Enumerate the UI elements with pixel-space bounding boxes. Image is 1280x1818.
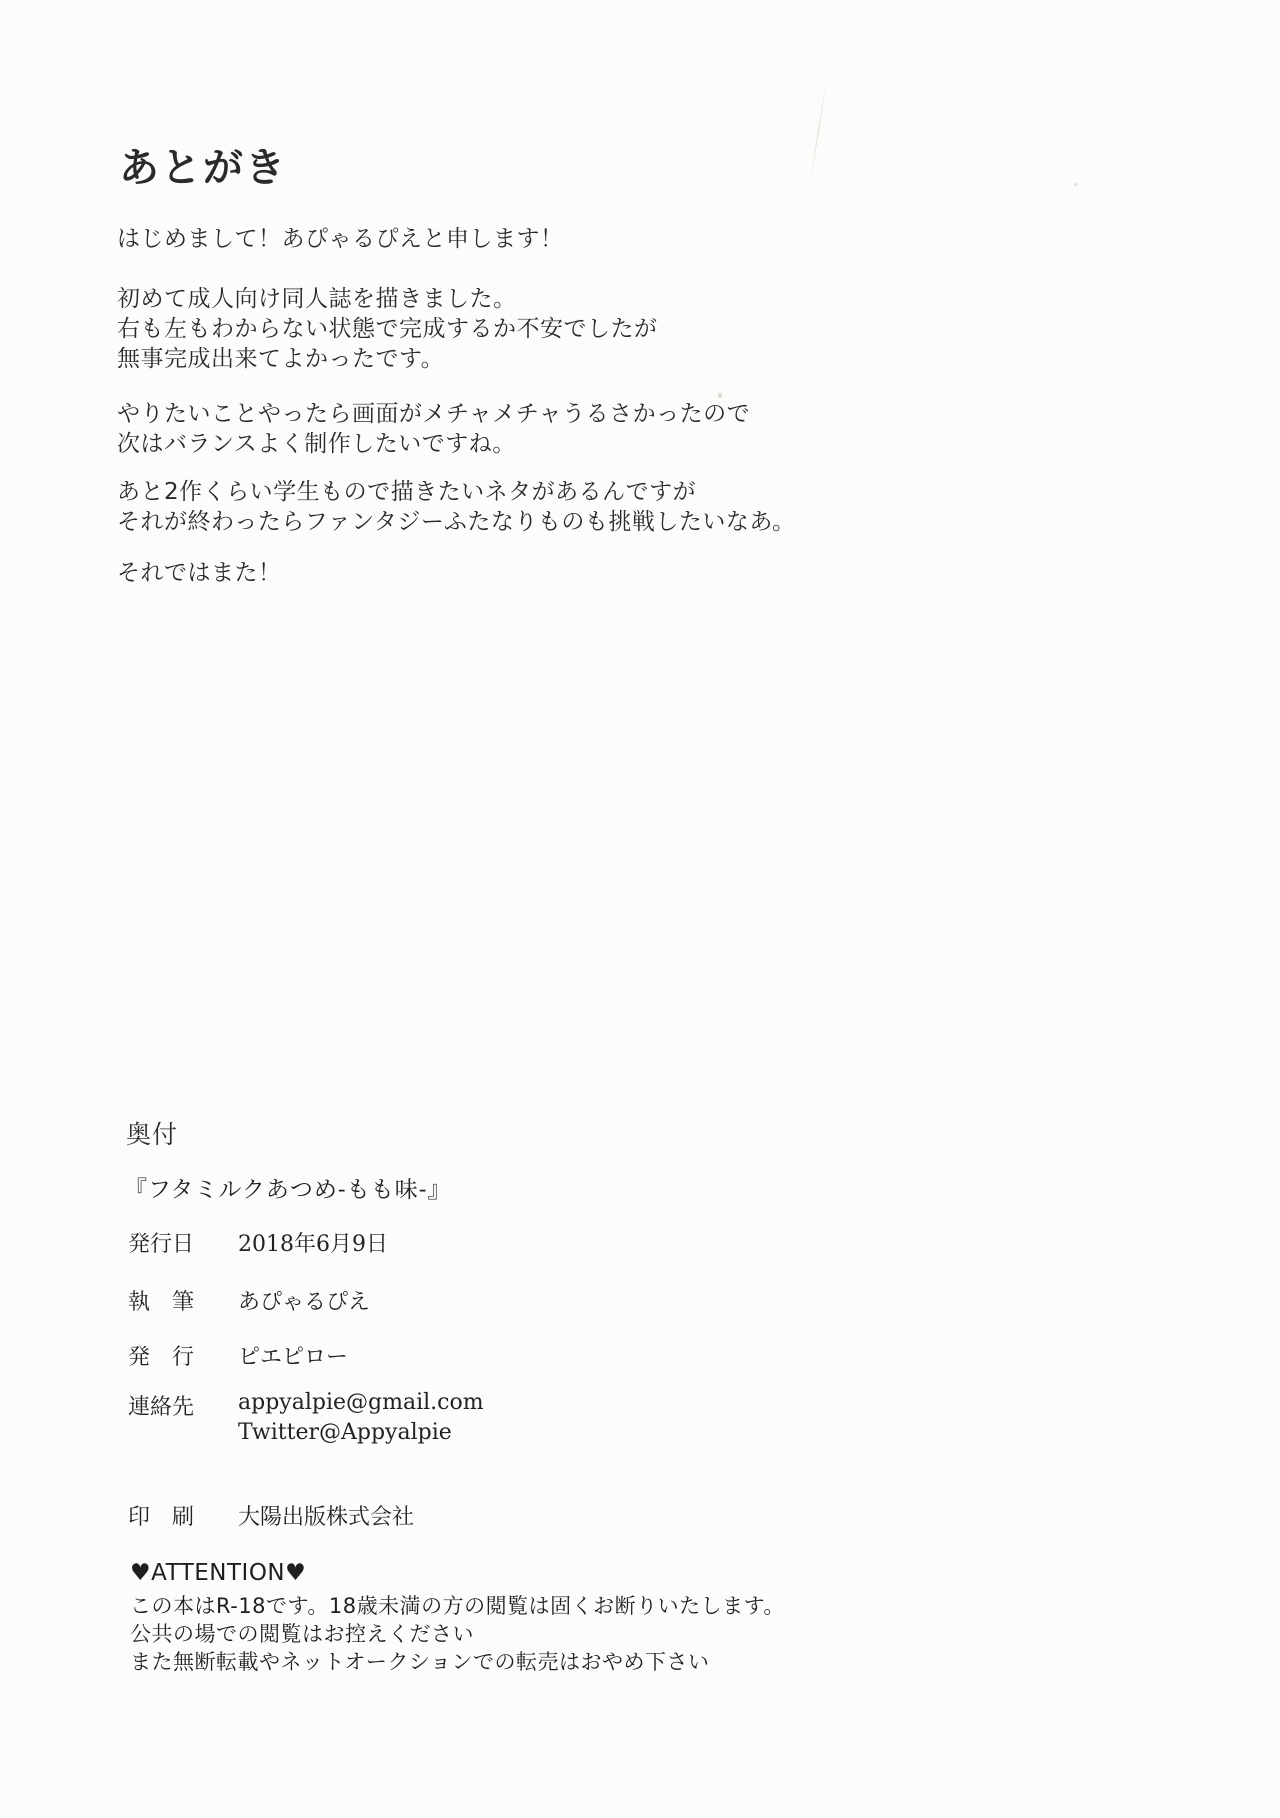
colophon-row-author [128, 1285, 371, 1316]
afterword-line: やりたいことやったら画面がメチャメチャうるさかったので [117, 401, 751, 427]
colophon-label: 印 刷 [128, 1505, 195, 1530]
book-title: 『フタミルクあつめ-もも味-』 [124, 1177, 452, 1203]
afterword-line: 初めて成人向け同人誌を描きました。 [117, 286, 517, 312]
publisher-name: ピエピロー [238, 1345, 349, 1370]
attention-notice [130, 1560, 785, 1676]
afterword-line: それが終わったらファンタジーふたなりものも挑戦したいなあ。 [117, 509, 796, 535]
colophon-row-printer [128, 1500, 415, 1531]
afterword-line: 次はバランスよく制作したいですね。 [117, 431, 516, 457]
colophon-heading: 奥付 [126, 1120, 179, 1149]
afterword-paragraph-first-book [117, 284, 658, 374]
afterword-paragraph-future-plans [117, 477, 796, 537]
afterword-line: 無事完成出来てよかったです。 [117, 346, 445, 372]
afterword-line: あと2作くらい学生もので描きたいネタがあるんですが [117, 479, 697, 505]
scan-artifact-speck [718, 393, 722, 398]
contact-email: appyalpie@gmail.com [238, 1390, 484, 1415]
publication-date: 2018年6月9日 [238, 1232, 388, 1257]
afterword-line: 右も左もわからない状態で完成するか不安でしたが [117, 316, 658, 342]
contact-twitter: Twitter@Appyalpie [238, 1420, 452, 1445]
afterword-line: はじめまして！あぴゃるぴえと申します！ [117, 226, 564, 252]
colophon-label: 連絡先 [128, 1395, 195, 1420]
attention-line-resale: また無断転載やネットオークションでの転売はおやめ下さい [130, 1650, 710, 1674]
colophon-label: 執 筆 [128, 1290, 195, 1315]
afterword-paragraph-greeting [117, 224, 564, 254]
afterword-paragraph-closing [117, 558, 282, 588]
author-name: あぴゃるぴえ [238, 1290, 371, 1315]
scan-artifact-speck [1074, 183, 1077, 186]
afterword-line: それではまた！ [117, 560, 282, 586]
colophon-label: 発 行 [128, 1345, 195, 1370]
printer-name: 大陽出版株式会社 [238, 1505, 415, 1530]
colophon-row-publication-date [128, 1227, 388, 1258]
scan-artifact-hairline [810, 79, 827, 183]
afterword-title: あとがき [119, 145, 287, 191]
afterword-paragraph-balance [117, 399, 750, 459]
attention-line-public: 公共の場での閲覧はお控えください [130, 1622, 474, 1646]
colophon-label: 発行日 [128, 1232, 195, 1257]
attention-line-r18: この本はR-18です。18歳未満の方の閲覧は固くお断りいたします。 [130, 1594, 785, 1618]
colophon-row-publisher [128, 1340, 349, 1371]
colophon-row-contact [128, 1390, 484, 1421]
attention-heading: ♥ATTENTION♥ [130, 1560, 307, 1586]
